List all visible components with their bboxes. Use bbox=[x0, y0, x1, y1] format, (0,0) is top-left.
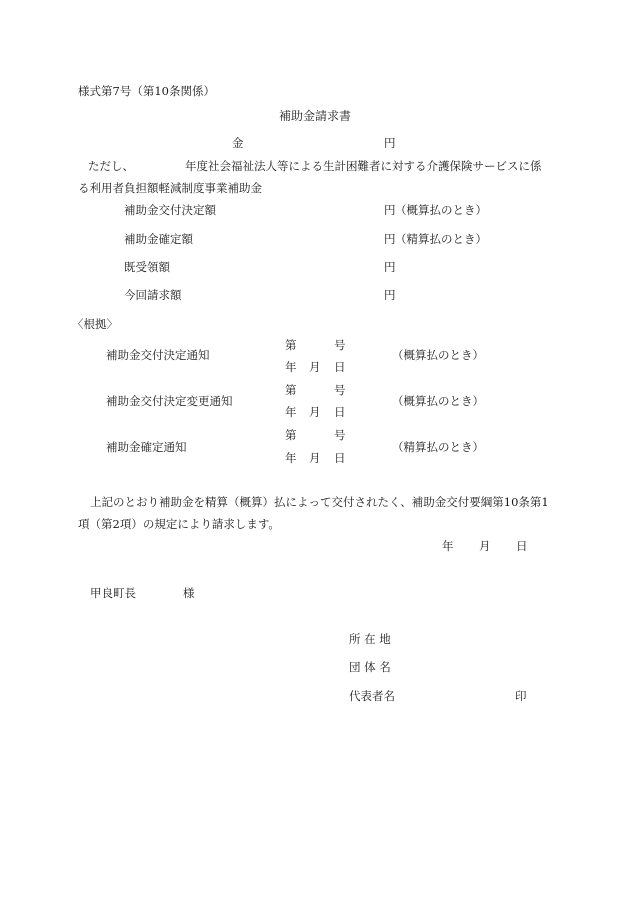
basis-item-note: （精算払のとき） bbox=[392, 440, 484, 454]
amount-item-unit: 円 bbox=[384, 203, 396, 217]
purpose-line2: る利用者負担額軽減制度事業補助金 bbox=[78, 181, 262, 195]
form-number: 様式第7号（第10条関係） bbox=[78, 84, 215, 98]
basis-item-note: （概算払のとき） bbox=[392, 348, 484, 362]
basis-nen: 年 bbox=[285, 451, 297, 465]
amount-unit: 円 bbox=[384, 136, 396, 150]
basis-go: 号 bbox=[334, 428, 346, 442]
basis-item-label: 補助金交付決定通知 bbox=[106, 348, 210, 362]
basis-item-note: （概算払のとき） bbox=[392, 394, 484, 408]
basis-dai: 第 bbox=[285, 428, 297, 442]
basis-item-label: 補助金確定通知 bbox=[106, 440, 187, 454]
amount-item-label: 補助金確定額 bbox=[124, 232, 193, 246]
basis-item-label: 補助金交付決定変更通知 bbox=[106, 394, 233, 408]
amount-item-label: 既受領額 bbox=[124, 260, 170, 274]
body-line2: 項（第2項）の規定により請求します。 bbox=[78, 517, 280, 531]
representative-label: 代表者名 bbox=[349, 689, 395, 703]
amount-item-note: （概算払のとき） bbox=[395, 203, 487, 217]
basis-hi: 日 bbox=[334, 360, 346, 374]
org-name-label: 団 体 名 bbox=[349, 660, 391, 674]
amount-item-label: 今回請求額 bbox=[124, 288, 182, 302]
amount-item-label: 補助金交付決定額 bbox=[124, 203, 216, 217]
amount-item-unit: 円 bbox=[384, 260, 396, 274]
date-nen: 年 bbox=[442, 539, 454, 553]
purpose-line1: 年度社会福祉法人等による生計困難者に対する介護保険サービスに係 bbox=[185, 159, 542, 173]
addressee-honorific: 様 bbox=[183, 586, 195, 600]
basis-hi: 日 bbox=[334, 405, 346, 419]
basis-dai: 第 bbox=[285, 338, 297, 352]
basis-heading: 〈根拠〉 bbox=[72, 317, 118, 331]
purpose-lead: ただし、 bbox=[88, 159, 134, 173]
date-tsuki: 月 bbox=[479, 539, 491, 553]
document-title: 補助金請求書 bbox=[279, 109, 352, 123]
basis-tsuki: 月 bbox=[309, 360, 321, 374]
amount-item-note: （精算払のとき） bbox=[395, 232, 487, 246]
basis-tsuki: 月 bbox=[309, 451, 321, 465]
addressee-name: 甲良町長 bbox=[90, 586, 136, 600]
basis-nen: 年 bbox=[285, 405, 297, 419]
basis-dai: 第 bbox=[285, 383, 297, 397]
basis-go: 号 bbox=[334, 383, 346, 397]
basis-go: 号 bbox=[334, 338, 346, 352]
seal-mark: 印 bbox=[515, 689, 527, 703]
body-line1: 上記のとおり補助金を精算（概算）払によって交付されたく、補助金交付要綱第10条第1 bbox=[90, 495, 549, 509]
amount-item-unit: 円 bbox=[384, 232, 396, 246]
basis-hi: 日 bbox=[334, 451, 346, 465]
basis-nen: 年 bbox=[285, 360, 297, 374]
address-label: 所 在 地 bbox=[349, 632, 391, 646]
amount-item-unit: 円 bbox=[384, 288, 396, 302]
amount-prefix: 金 bbox=[232, 136, 244, 150]
basis-tsuki: 月 bbox=[309, 405, 321, 419]
date-hi: 日 bbox=[516, 539, 528, 553]
